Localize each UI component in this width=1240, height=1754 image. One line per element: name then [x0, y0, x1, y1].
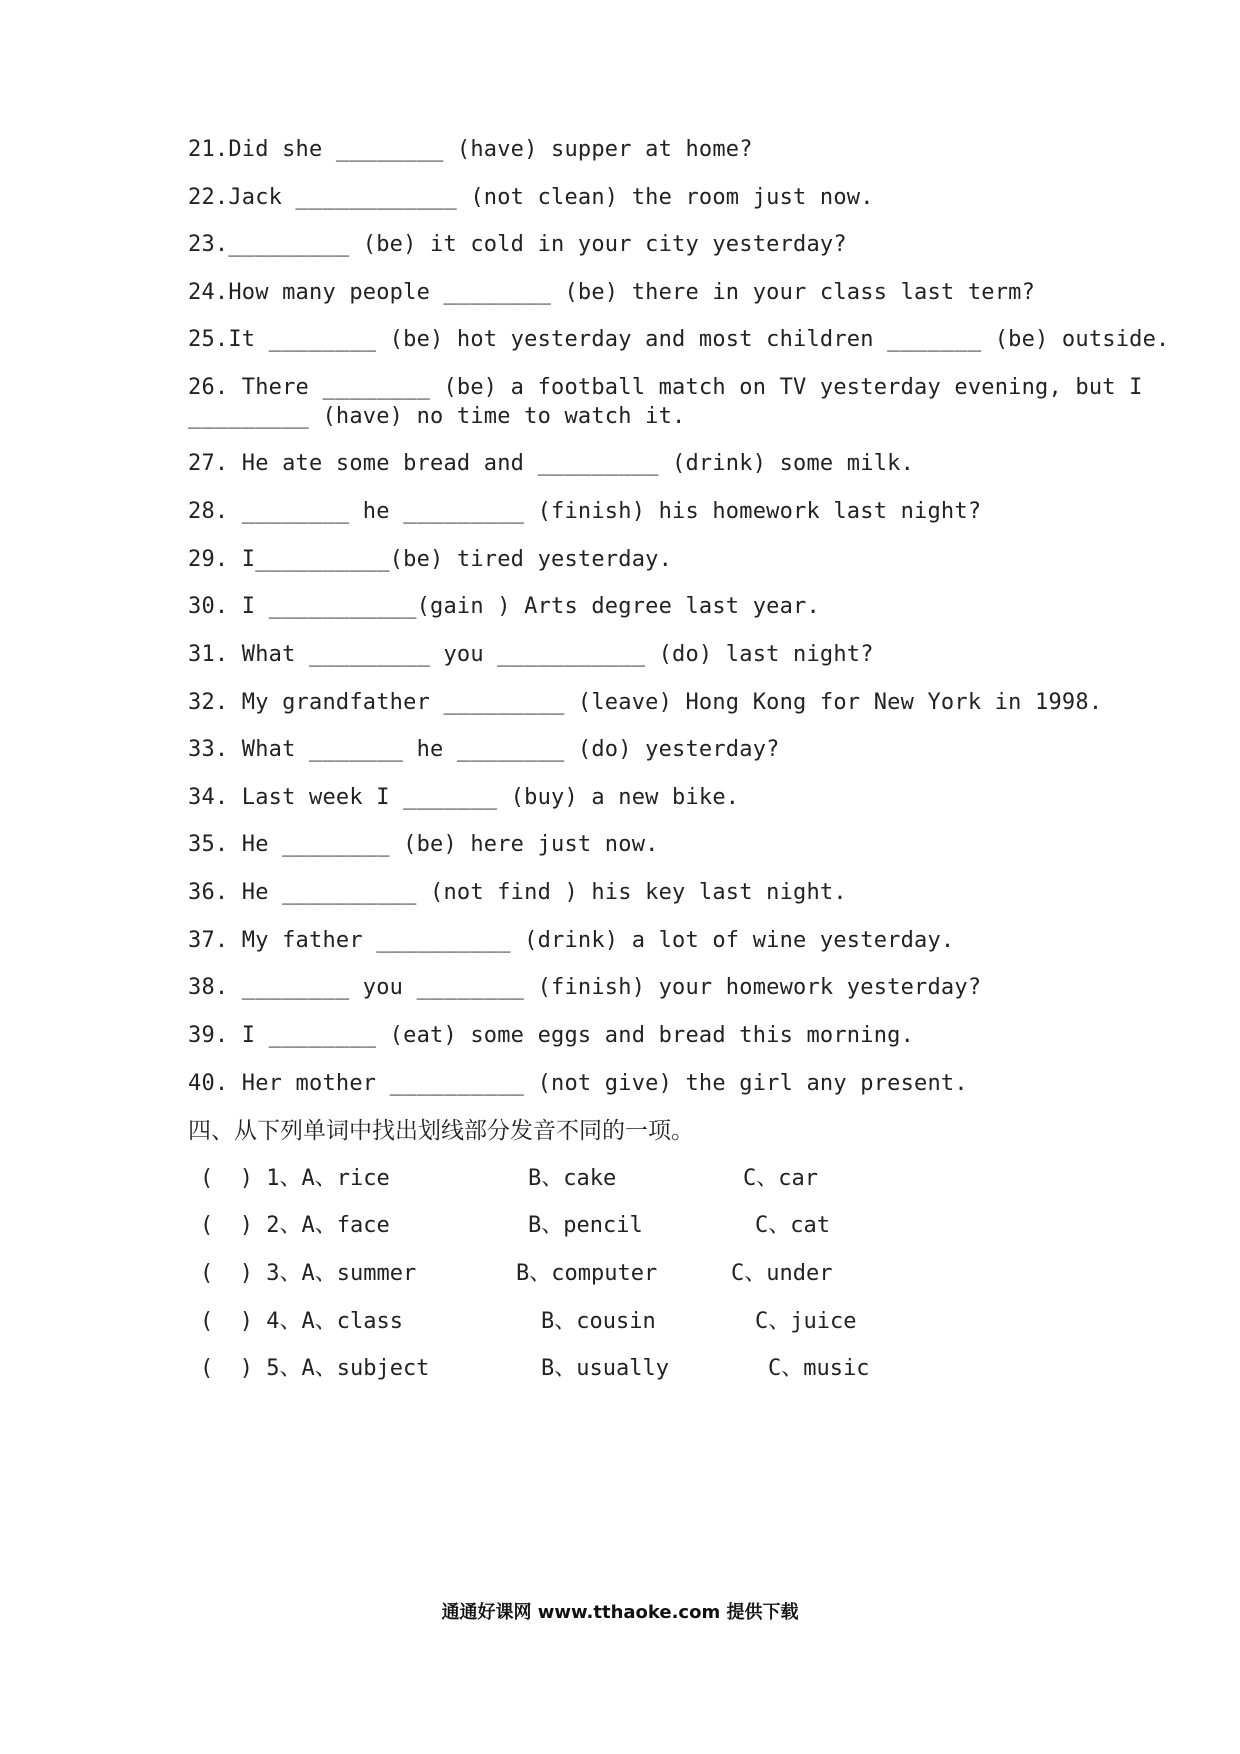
- page-footer: 通通好课网 www.tthaoke.com 提供下载: [441, 1602, 799, 1623]
- item-5-option-c: C、music: [768, 1356, 870, 1381]
- question-40: 40. Her mother __________ (not give) the girl any present.: [188, 1071, 968, 1096]
- section-4-heading: 四、从下列单词中找出划线部分发音不同的一项。: [188, 1118, 694, 1144]
- question-27: 27. He ate some bread and _________ (drink) some milk.: [188, 451, 915, 476]
- item-3-option-c: C、under: [731, 1261, 833, 1286]
- item-3-option-b: B、computer: [516, 1261, 658, 1286]
- item-2-option-c: C、cat: [755, 1213, 830, 1238]
- question-39: 39. I ________ (eat) some eggs and bread this morning.: [188, 1023, 915, 1048]
- item-4-option-c: C、juice: [755, 1309, 857, 1334]
- item-5-option-a: ( ) 5、A、subject: [200, 1356, 430, 1381]
- question-29: 29. I__________(be) tired yesterday.: [188, 547, 673, 572]
- question-30: 30. I ___________(gain ) Arts degree last year.: [188, 594, 820, 619]
- question-31: 31. What _________ you ___________ (do) last night?: [188, 642, 874, 667]
- question-23: 23._________ (be) it cold in your city yesterday?: [188, 232, 847, 257]
- item-4-option-b: B、cousin: [541, 1309, 656, 1334]
- question-26-continued: _________ (have) no time to watch it.: [188, 404, 686, 429]
- question-26: 26. There ________ (be) a football match on TV yesterday evening, but I: [188, 375, 1143, 400]
- question-22: 22.Jack ____________ (not clean) the room just now.: [188, 185, 874, 210]
- question-21: 21.Did she ________ (have) supper at home?: [188, 137, 753, 162]
- question-37: 37. My father __________ (drink) a lot of wine yesterday.: [188, 928, 955, 953]
- question-33: 33. What _______ he ________ (do) yesterday?: [188, 737, 780, 762]
- question-28: 28. ________ he _________ (finish) his homework last night?: [188, 499, 982, 524]
- question-34: 34. Last week I _______ (buy) a new bike.: [188, 785, 740, 810]
- question-32: 32. My grandfather _________ (leave) Hong Kong for New York in 1998.: [188, 690, 1103, 715]
- question-38: 38. ________ you ________ (finish) your homework yesterday?: [188, 975, 982, 1000]
- item-1-option-c: C、car: [743, 1166, 818, 1191]
- question-25: 25.It ________ (be) hot yesterday and most children _______ (be) outside.: [188, 327, 1170, 352]
- question-24: 24.How many people ________ (be) there in your class last term?: [188, 280, 1036, 305]
- question-35: 35. He ________ (be) here just now.: [188, 832, 659, 857]
- question-36: 36. He __________ (not find ) his key last night.: [188, 880, 847, 905]
- item-2-option-a: ( ) 2、A、face: [200, 1213, 390, 1238]
- item-1-option-a: ( ) 1、A、rice: [200, 1166, 390, 1191]
- item-1-option-b: B、cake: [528, 1166, 617, 1191]
- item-3-option-a: ( ) 3、A、summer: [200, 1261, 417, 1286]
- item-4-option-a: ( ) 4、A、class: [200, 1309, 403, 1334]
- item-5-option-b: B、usually: [541, 1356, 669, 1381]
- item-2-option-b: B、pencil: [528, 1213, 643, 1238]
